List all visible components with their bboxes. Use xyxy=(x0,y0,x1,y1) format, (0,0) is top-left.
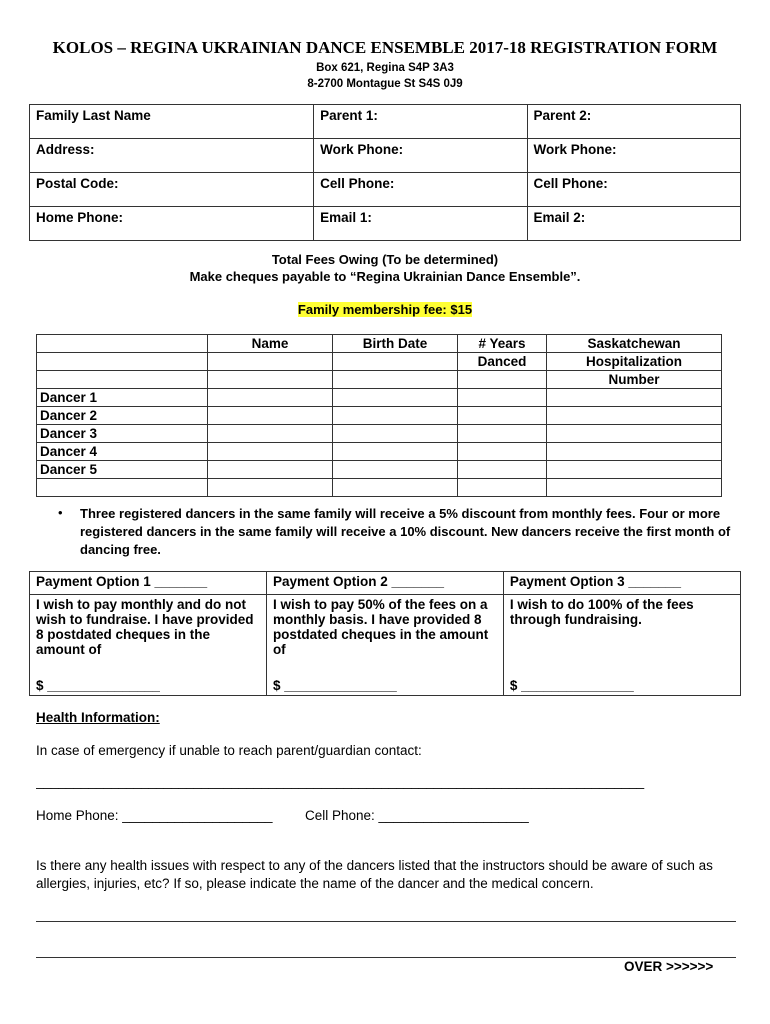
payment-option3-body xyxy=(503,595,740,696)
birth-date-header: Birth Date xyxy=(333,335,458,353)
sask-header: Saskatchewan xyxy=(547,335,722,353)
table-row xyxy=(30,173,741,207)
dancer2-label: Dancer 2 xyxy=(37,407,208,425)
address-field[interactable]: Address: xyxy=(30,139,314,173)
work-phone1-field[interactable]: Work Phone: xyxy=(314,139,527,173)
answer-line-1[interactable] xyxy=(36,921,736,922)
birth-date-cell[interactable] xyxy=(333,425,458,443)
membership-fee-text: Family membership fee: $15 xyxy=(297,302,473,317)
table-row xyxy=(30,595,741,696)
table-row xyxy=(37,371,722,389)
work-phone2-field[interactable]: Work Phone: xyxy=(527,139,740,173)
dancer-name-cell[interactable] xyxy=(208,461,333,479)
dancer-name-cell[interactable] xyxy=(208,389,333,407)
parent1-field[interactable]: Parent 1: xyxy=(314,105,527,139)
bullet-icon: • xyxy=(58,505,63,520)
table-row xyxy=(30,572,741,595)
years-danced-header: # Years xyxy=(458,335,547,353)
over-text: OVER >>>>>> xyxy=(624,959,714,974)
dancer-table xyxy=(36,334,722,497)
payment-option3-amount[interactable]: $ _______________ xyxy=(509,678,634,693)
emergency-home-phone[interactable]: Home Phone: ____________________ xyxy=(36,808,273,823)
health-number-cell[interactable] xyxy=(547,461,722,479)
dancer4-label: Dancer 4 xyxy=(37,443,208,461)
family-info-table xyxy=(29,104,741,241)
years-cell[interactable] xyxy=(458,407,547,425)
payment-option2-title[interactable]: Payment Option 2 _______ xyxy=(266,572,503,595)
birth-date-cell[interactable] xyxy=(333,461,458,479)
table-row xyxy=(30,139,741,173)
table-row xyxy=(37,407,722,425)
table-row xyxy=(30,207,741,241)
payment-option2-text: I wish to pay 50% of the fees on a monthly basis. I have provided 8 postdated cheques in the amount of xyxy=(272,597,489,657)
dancer5-label: Dancer 5 xyxy=(37,461,208,479)
email2-field[interactable]: Email 2: xyxy=(527,207,740,241)
street-address: 8-2700 Montague St S4S 0J9 xyxy=(307,78,463,90)
birth-date-cell[interactable] xyxy=(333,389,458,407)
payment-option2-amount[interactable]: $ _______________ xyxy=(272,678,397,693)
health-number-cell[interactable] xyxy=(547,389,722,407)
payment-option1-body xyxy=(30,595,267,696)
payment-option1-text: I wish to pay monthly and do not wish to fundraise. I have provided 8 postdated cheques in the amount of xyxy=(36,597,254,657)
home-phone-field[interactable]: Home Phone: xyxy=(30,207,314,241)
table-row xyxy=(37,389,722,407)
years-cell[interactable] xyxy=(458,389,547,407)
table-row xyxy=(37,425,722,443)
email1-field[interactable]: Email 1: xyxy=(314,207,527,241)
postal-code-field[interactable]: Postal Code: xyxy=(30,173,314,207)
emergency-cell-phone[interactable]: Cell Phone: ____________________ xyxy=(305,808,529,823)
dancer3-label: Dancer 3 xyxy=(37,425,208,443)
dancer-name-cell[interactable] xyxy=(208,407,333,425)
payment-option1-title[interactable]: Payment Option 1 _______ xyxy=(30,572,267,595)
payment-option2-body xyxy=(266,595,503,696)
emergency-text: In case of emergency if unable to reach parent/guardian contact: xyxy=(36,743,422,758)
cheques-payable-text: Make cheques payable to “Regina Ukrainian Dance Ensemble”. xyxy=(189,269,581,284)
payment-option3-title[interactable]: Payment Option 3 _______ xyxy=(503,572,740,595)
cell-phone1-field[interactable]: Cell Phone: xyxy=(314,173,527,207)
health-number-cell[interactable] xyxy=(547,425,722,443)
years-cell[interactable] xyxy=(458,443,547,461)
cell-phone2-field[interactable]: Cell Phone: xyxy=(527,173,740,207)
table-row xyxy=(37,443,722,461)
birth-date-cell[interactable] xyxy=(333,443,458,461)
name-header: Name xyxy=(208,335,333,353)
number-header: Number xyxy=(547,371,722,389)
family-last-name-field[interactable]: Family Last Name xyxy=(30,105,314,139)
payment-options-table xyxy=(29,571,741,696)
dancer-name-cell[interactable] xyxy=(208,443,333,461)
table-row xyxy=(37,479,722,497)
table-row xyxy=(37,353,722,371)
health-number-cell[interactable] xyxy=(547,443,722,461)
table-row xyxy=(37,461,722,479)
health-heading: Health Information: xyxy=(36,710,160,725)
hospitalization-header: Hospitalization xyxy=(547,353,722,371)
years-danced-header-2: Danced xyxy=(458,353,547,371)
health-number-cell[interactable] xyxy=(547,407,722,425)
parent2-field[interactable]: Parent 2: xyxy=(527,105,740,139)
form-title: KOLOS – REGINA UKRAINIAN DANCE ENSEMBLE 2017-18 REGISTRATION FORM xyxy=(52,38,718,57)
answer-line-2[interactable] xyxy=(36,957,736,958)
health-question: Is there any health issues with respect to any of the dancers listed that the instructors should be aware of such as allergies, injuries, etc? If so, please indicate the name of the dancer and the medical concern. xyxy=(36,858,713,891)
payment-option1-amount[interactable]: $ _______________ xyxy=(36,678,160,693)
dancer-name-cell[interactable] xyxy=(208,425,333,443)
years-cell[interactable] xyxy=(458,425,547,443)
table-row xyxy=(30,105,741,139)
discount-note: Three registered dancers in the same family will receive a 5% discount from monthly fees. Four or more registered dancers in the same family will receive a 10% discount. New dancers receive the first month of dancing free. xyxy=(80,506,731,557)
total-fees-text: Total Fees Owing (To be determined) xyxy=(271,252,499,267)
emergency-contact-line[interactable]: _________________________________________________________________________________ xyxy=(36,774,645,789)
mailing-address: Box 621, Regina S4P 3A3 xyxy=(316,62,454,74)
dancer1-label: Dancer 1 xyxy=(37,389,208,407)
payment-option3-text: I wish to do 100% of the fees through fundraising. xyxy=(509,597,694,627)
years-cell[interactable] xyxy=(458,461,547,479)
birth-date-cell[interactable] xyxy=(333,407,458,425)
table-row xyxy=(37,335,722,353)
